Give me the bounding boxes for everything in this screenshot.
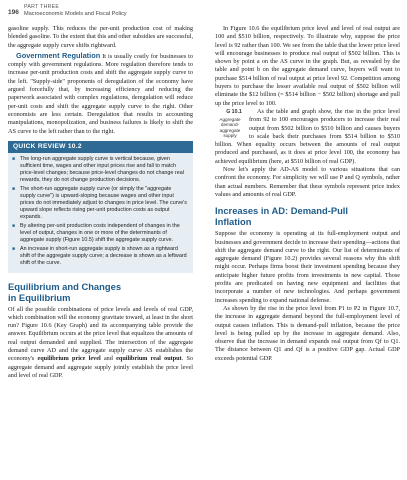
- inline-heading: Government Regulation: [16, 50, 101, 60]
- page-header: [8, 3, 403, 25]
- key-term: equilibrium real output: [116, 355, 182, 363]
- quick-review-item: ■ An increase in short-run aggregate supply is shown as a rightward shift of the aggregate supply curve; a decrease is shown as a leftward shift of the curve.: [20, 246, 187, 267]
- paragraph: Now let's apply the AD-AS model to various situations that can confront the economy. For simplicity we will use P and Q symbols, rather than actual numbers. Remember that these symbols represent price index values and amounts of real GDP.: [215, 166, 400, 198]
- paragraph-text: Of all the possible combinations of price levels and levels of real GDP, which combination will the economy gravitate toward, at least in the short run? Figure 10.6 (Key Graph) and its accompanying table provide the answer. Equilibrium occurs at the price level that equalizes the amounts of real output demanded and supplied. The intersection of the aggregate demand curve AD and the aggregate supply curve AS establishes the economy's: [8, 305, 193, 363]
- heading-line: in Equilibrium: [8, 291, 71, 303]
- government-regulation-paragraph: [8, 52, 193, 136]
- left-column: [8, 25, 193, 380]
- paragraph: Suppose the economy is operating at its full-employment output and businesses and government decide to increase their spending—actions that shift the aggregate demand curve to the right. Our list of determinants of aggregate demand (Figure 10.2) provides several reasons why this shift might occur. Perhaps firms boost their investment spending because they anticipate higher future profits from investments in new capital. Those profits are predicated on having new equipment and facilities that incorporate a number of new technologies. And perhaps government increases spending to expand national defense.: [215, 230, 400, 304]
- margin-note-id: G 10.1: [226, 108, 242, 115]
- paragraph: In Figure 10.6 the equilibrium price level and level of real output are 100 and $510 billion, respectively. To illustrate why, suppose the price level is 92 rather than 100. We see from the table that the lower price level will encourage businesses to produce real output of $502 billion. This is shown by point a on the AS curve in the graph. But, as revealed by the table and point b on the aggregate demand curve, buyers will want to purchase $514 billion of real output at price level 92. Competition among buyers to purchase the lesser available real output of $502 billion will eliminate the $12 billion (= $514 billion − $502 billion) shortage and pull up the price level to 100.: [215, 25, 400, 107]
- quick-review-list: [8, 156, 193, 267]
- paragraph-text: . So aggregate demand and aggregate supply jointly establish the price level and level of real GDP.: [8, 355, 193, 379]
- part-label: PART THREE: [24, 4, 60, 10]
- quick-review-item: ■ By altering per-unit production costs independent of changes in the level of output, changes in one or more of the determinants of aggregate supply (Figure 10.5) shift the aggregate supply curve.: [20, 223, 187, 244]
- heading-line: Increases in AD: Demand-Pull: [215, 205, 349, 217]
- quick-review-box: [8, 141, 193, 273]
- paragraph: gasoline supply. This reduces the per-unit production cost of making blended gasoline. To the extent that this and other subsidies are successful, the aggregate supply curve shifts rightward.: [8, 25, 193, 49]
- section-heading: [8, 281, 193, 303]
- heading-line: Inflation: [215, 216, 252, 228]
- page-number: 196: [8, 9, 19, 16]
- paragraph-text: It is usually costly for businesses to comply with government regulations. More regulation therefore tends to increase per-unit production costs and shift the aggregate supply curve to the left. "Supply-side" proponents of deregulation of the economy have argued forcefully that, by increasing efficiency and reducing the paperwork associated with complex regulations, deregulation will reduce per-unit costs and shift the aggregate supply curve to the right. Other economists are less certain. Deregulation that results in accounting manipulations, monopolization, and business failures is likely to shift the AS curve to the left rather than to the right.: [8, 52, 193, 135]
- margin-note: [215, 110, 245, 139]
- section-heading: [215, 205, 400, 227]
- quick-review-title: QUICK REVIEW 10.2: [8, 141, 193, 153]
- paragraph-text: and: [100, 355, 117, 363]
- right-column: [215, 25, 400, 363]
- quick-review-item: ■ The long-run aggregate supply curve is vertical because, given sufficient time, wages and other input prices rise and fall to match price-level changes; because price-level changes do not change real rewards, they do not change production decisions.: [20, 156, 187, 184]
- key-term: equilibrium price level: [37, 355, 101, 363]
- margin-note-text: Aggregate demand-aggregate supply: [219, 116, 241, 139]
- quick-review-item: ■ The short-run aggregate supply curve (or simply the "aggregate supply curve") is upward-sloping because wages and other input prices do not immediately adjust to changes in price level. The curve's upward slope reflects rising per-unit production costs as output expands.: [20, 186, 187, 221]
- equilibrium-paragraph: [8, 306, 193, 381]
- paragraph-with-margin-note: [215, 108, 400, 166]
- paragraph: As shown by the rise in the price level from P1 to P2 in Figure 10.7, the increase in aggregate demand beyond the full-employment level of output causes inflation. This is demand-pull inflation, because the price level is being pulled up by the increase in aggregate demand. Also, observe that the increase in demand expands real output from Qf to Q1. The distance between Q1 and Qf is a positive GDP gap. Actual GDP exceeds potential GDP.: [215, 304, 400, 362]
- heading-line: Equilibrium and Changes: [8, 280, 122, 292]
- paragraph-text: As the table and graph show, the rise in the price level from 92 to 100 encourages producers to increase their real output from $502 billion to $510 billion and causes buyers to scale back their purchases from $514 billion to $510 billion. When equality occurs between the amounts of real output produced and purchased, as it does at price level 100, the economy has achieved equilibrium (here, at $510 billion of real GDP).: [215, 107, 400, 165]
- part-title: Macroeconomic Models and Fiscal Policy: [24, 11, 127, 17]
